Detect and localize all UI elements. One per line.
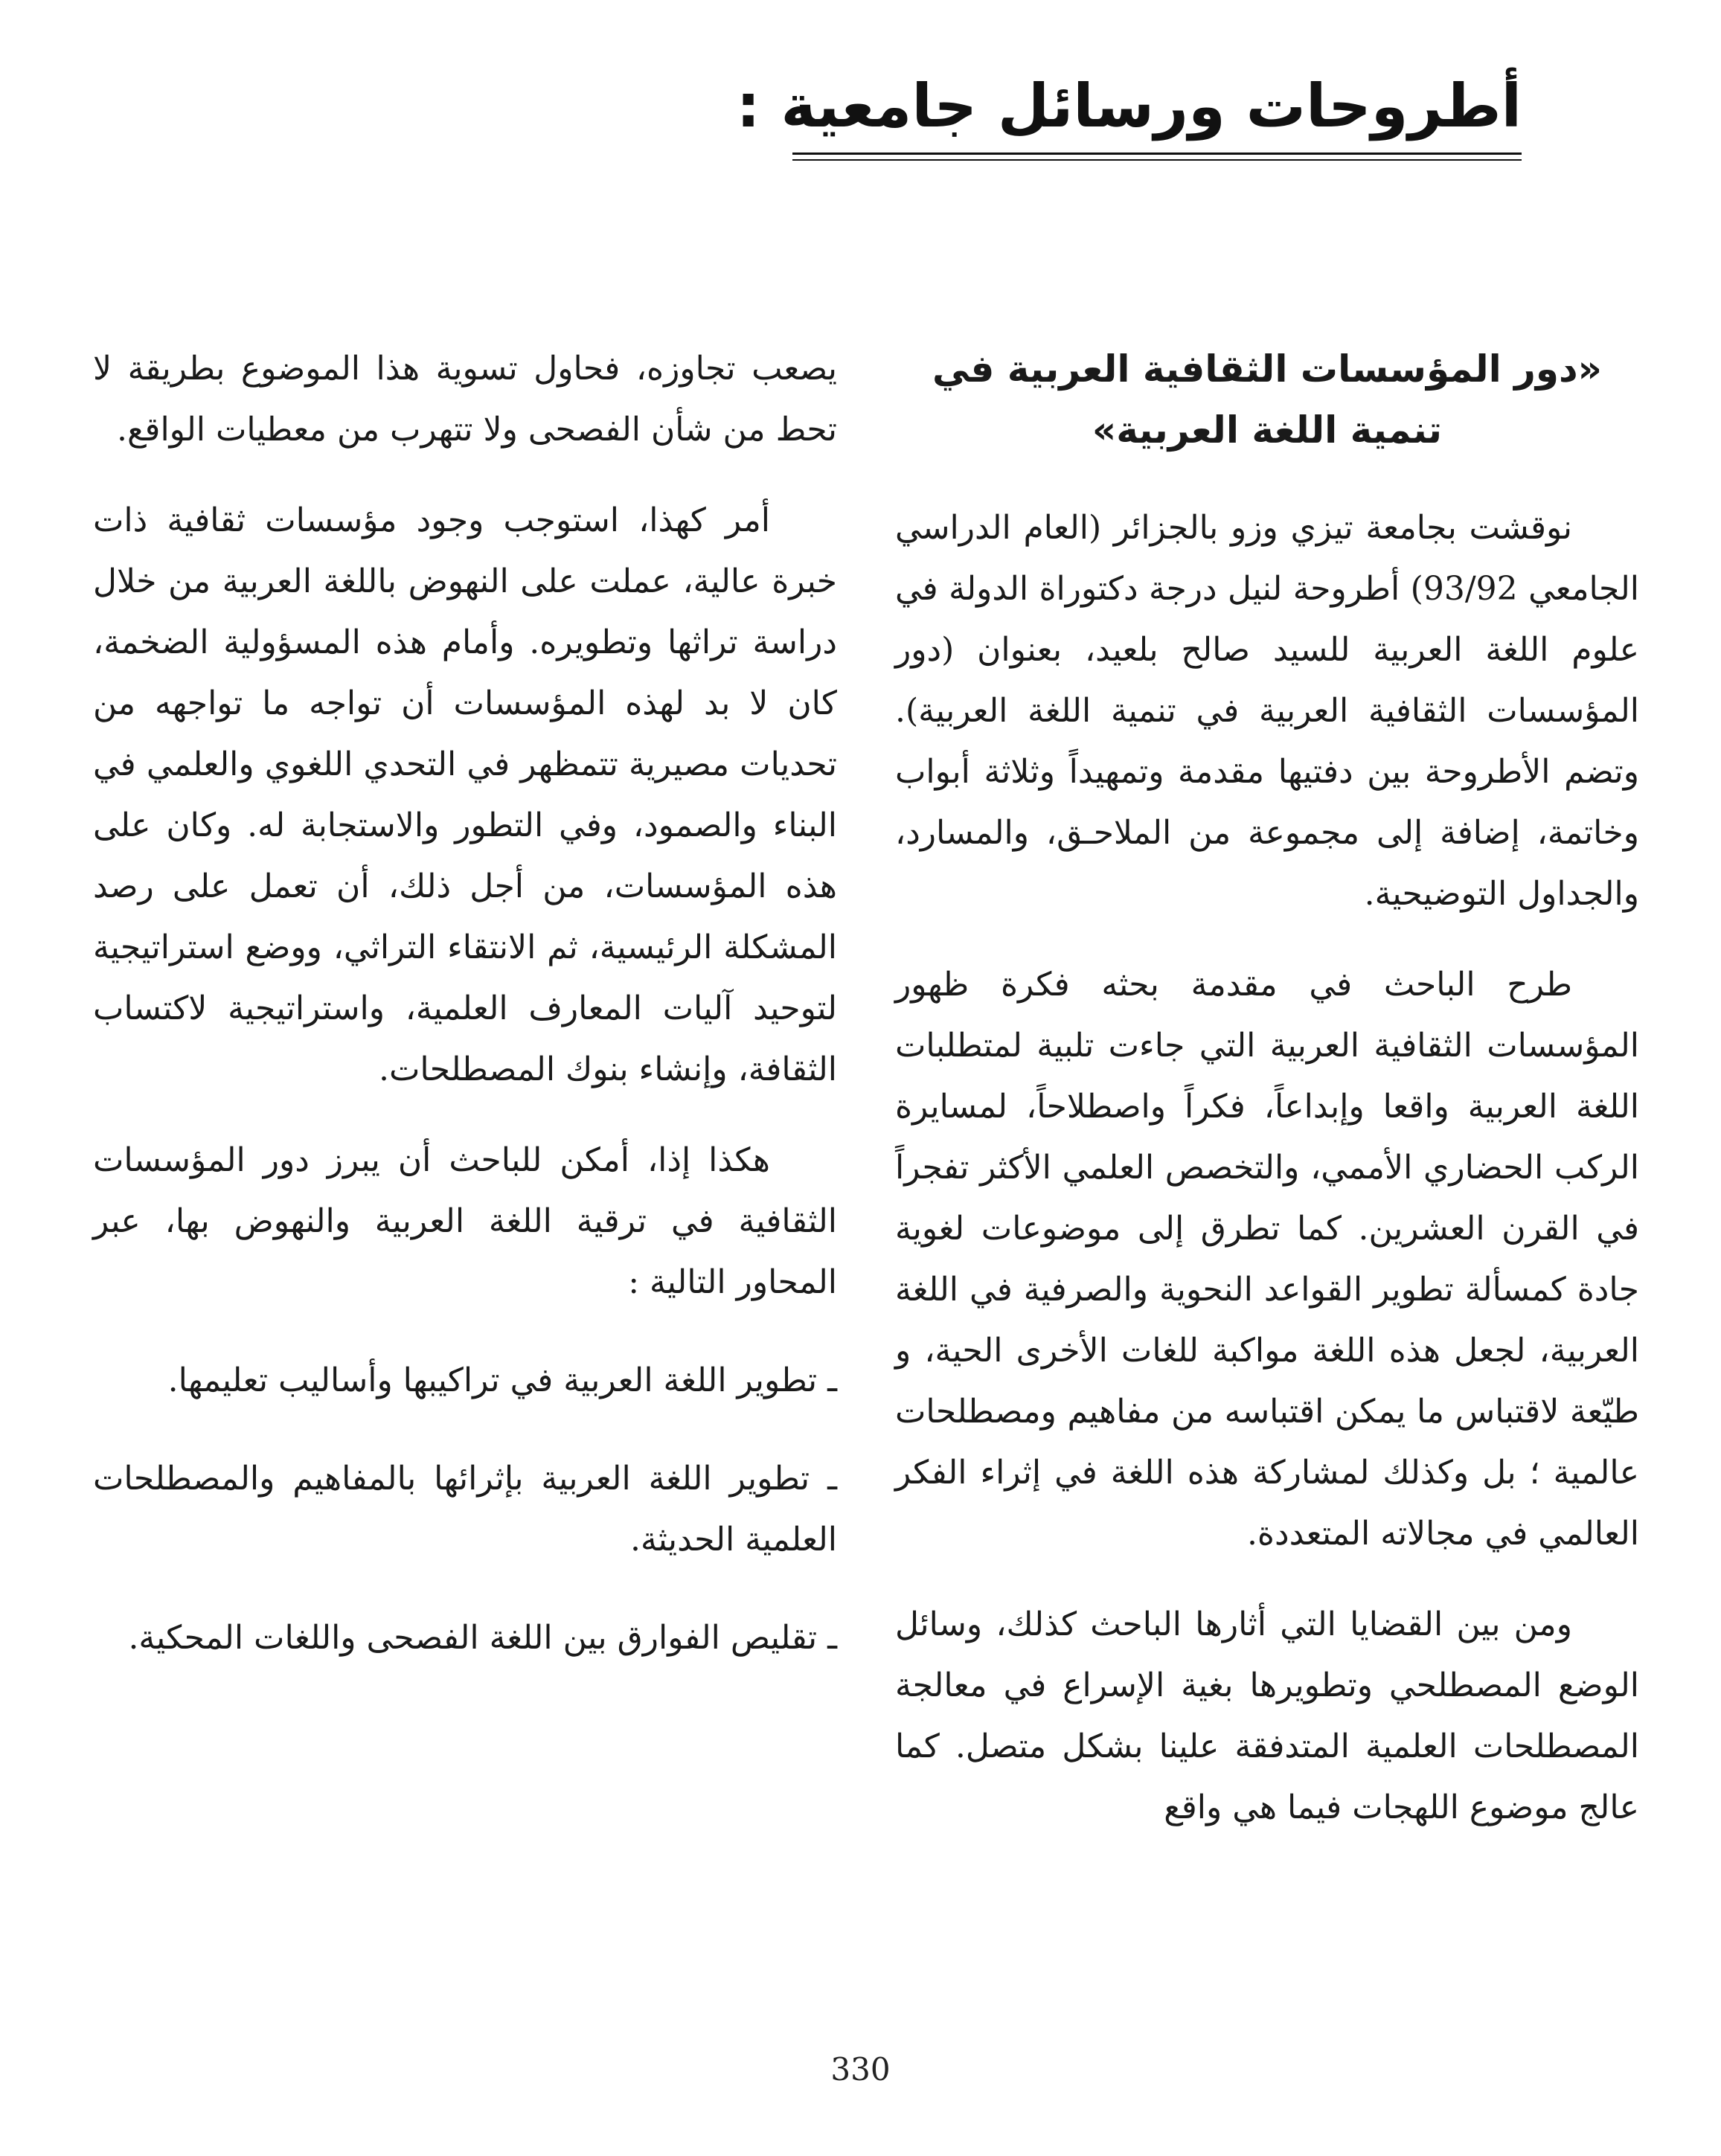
article-title: «دور المؤسسات الثقافية العربية في تنمية اللغة العربية» — [932, 347, 1602, 452]
section-title: أطروحات ورسائل جامعية : — [736, 71, 1522, 141]
paragraph: نوقشت بجامعة تيزي وزو بالجزائر (العام الدراسي الجامعي 93/92) أطروحة لنيل درجة دكتوراة الدولة في علوم اللغة العربية للسيد صالح بلعيد، بعنوان (دور المؤسسات الثقافية العربية في تنمية اللغة العربية). وتضم الأطروحة بين دفتيها مقدمة وتمهيداً وثلاثة أبواب وخاتمة، إضافة إلى مجموعة من الملاحـق، والمسارد، والجداول التوضيحية. — [895, 509, 1639, 913]
paragraph: ومن بين القضايا التي أثارها الباحث كذلك، وسائل الوضع المصطلحي وتطويرها بغية الإسراع في معالجة المصطلحات العلمية المتدفقة علينا بشكل متصل. كما عالج موضوع اللهجات فيما هي واقع — [895, 1605, 1639, 1826]
section-header — [736, 71, 1522, 161]
bullet-item: ـ تطوير اللغة العربية بإثرائها بالمفاهيم والمصطلحات العلمية الحديثة. — [93, 1460, 837, 1559]
title-underline — [792, 153, 1522, 155]
paragraph: هكذا إذا، أمكن للباحث أن يبرز دور المؤسسات الثقافية في ترقية اللغة العربية والنهوض بها، عبر المحاور التالية : — [93, 1141, 837, 1301]
title-underline-secondary — [792, 159, 1522, 161]
bullet-item: ـ تقليص الفوارق بين اللغة الفصحى واللغات المحكية. — [128, 1619, 837, 1657]
bullet-item: ـ تطوير اللغة العربية في تراكيبها وأساليب تعليمها. — [167, 1361, 837, 1399]
right-column — [895, 339, 1639, 1868]
page-number: 330 — [830, 2051, 891, 2088]
paragraph: طرح الباحث في مقدمة بحثه فكرة ظهور المؤسسات الثقافية العربية التي جاءت تلبية لمتطلبات اللغة العربية واقعا وإبداعاً، فكراً واصطلاحاً، لمسايرة الركب الحضاري الأممي، والتخصص العلمي الأكثر تفجراً في القرن العشرين. كما تطرق إلى موضوعات لغوية جادة كمسألة تطوير القواعد النحوية والصرفية في اللغة العربية، لجعل هذه اللغة مواكبة للغات الأخرى الحية، و طيّعة لاقتباس ما يمكن اقتباسه من مفاهيم ومصطلحات عالمية ؛ بل وكذلك لمشاركة هذه اللغة في إثراء الفكر العالمي في مجالاته المتعددة. — [895, 966, 1639, 1553]
paragraph: يصعب تجاوزه، فحاول تسوية هذا الموضوع بطريقة لا تحط من شأن الفصحى ولا تتهرب من معطيات الواقع. — [93, 350, 837, 449]
left-column — [93, 339, 837, 1698]
paragraph: أمر كهذا، استوجب وجود مؤسسات ثقافية ذات خبرة عالية، عملت على النهوض باللغة العربية من خلال دراسة تراثها وتطويره. وأمام هذه المسؤولية الضخمة، كان لا بد لهذه المؤسسات أن تواجه ما تواجهه من تحديات مصيرية تتمظهر في التحدي اللغوي والعلمي في البناء والصمود، وفي التطور والاستجابة له. وكان على هذه المؤسسات، من أجل ذلك، أن تعمل على رصد المشكلة الرئيسية، ثم الانتقاء التراثي، ووضع استراتيجية لتوحيد آليات المعارف العلمية، واستراتيجية لاكتساب الثقافة، وإنشاء بنوك المصطلحات. — [93, 501, 837, 1088]
